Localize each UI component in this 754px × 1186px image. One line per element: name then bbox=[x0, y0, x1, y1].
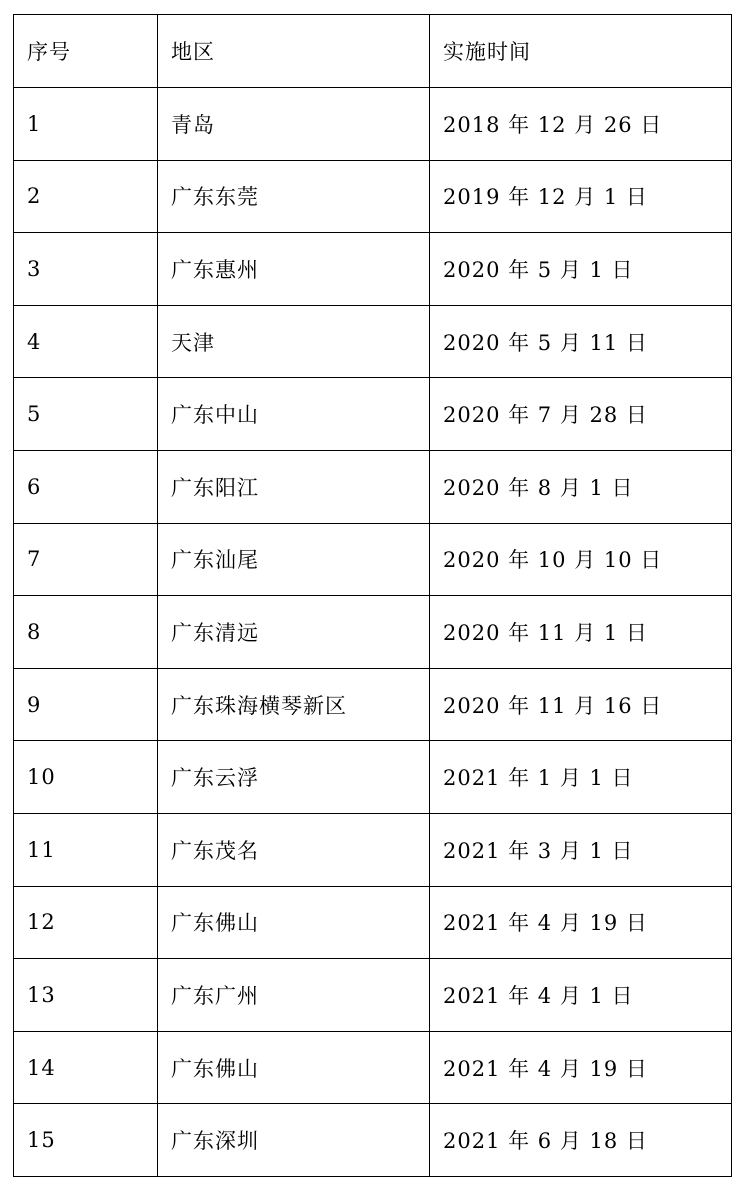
cell-index: 15 bbox=[14, 1104, 158, 1177]
cell-date: 2021 年 4 月 19 日 bbox=[430, 1031, 732, 1104]
cell-index: 12 bbox=[14, 886, 158, 959]
cell-date: 2020 年 11 月 16 日 bbox=[430, 668, 732, 741]
table-row bbox=[14, 596, 732, 669]
table-row bbox=[14, 813, 732, 886]
cell-date: 2021 年 4 月 19 日 bbox=[430, 886, 732, 959]
cell-index: 7 bbox=[14, 523, 158, 596]
cell-region: 青岛 bbox=[158, 88, 430, 161]
table-row bbox=[14, 378, 732, 451]
cell-index: 11 bbox=[14, 813, 158, 886]
cell-index: 6 bbox=[14, 450, 158, 523]
cell-date: 2020 年 10 月 10 日 bbox=[430, 523, 732, 596]
table-row bbox=[14, 741, 732, 814]
cell-region: 广东佛山 bbox=[158, 1031, 430, 1104]
cell-date: 2020 年 7 月 28 日 bbox=[430, 378, 732, 451]
cell-date: 2021 年 4 月 1 日 bbox=[430, 959, 732, 1032]
cell-region: 广东东莞 bbox=[158, 160, 430, 233]
table-row bbox=[14, 1104, 732, 1177]
cell-region: 广东阳江 bbox=[158, 450, 430, 523]
implementation-table bbox=[13, 14, 732, 1177]
table-row bbox=[14, 523, 732, 596]
table-row bbox=[14, 1031, 732, 1104]
cell-index: 13 bbox=[14, 959, 158, 1032]
table-row bbox=[14, 668, 732, 741]
header-date: 实施时间 bbox=[430, 15, 732, 88]
cell-region: 广东珠海横琴新区 bbox=[158, 668, 430, 741]
table-row bbox=[14, 886, 732, 959]
cell-index: 10 bbox=[14, 741, 158, 814]
header-index: 序号 bbox=[14, 15, 158, 88]
cell-index: 5 bbox=[14, 378, 158, 451]
cell-index: 2 bbox=[14, 160, 158, 233]
table-row bbox=[14, 160, 732, 233]
cell-date: 2020 年 8 月 1 日 bbox=[430, 450, 732, 523]
table-row bbox=[14, 233, 732, 306]
cell-date: 2021 年 3 月 1 日 bbox=[430, 813, 732, 886]
cell-region: 广东深圳 bbox=[158, 1104, 430, 1177]
cell-date: 2021 年 6 月 18 日 bbox=[430, 1104, 732, 1177]
cell-index: 3 bbox=[14, 233, 158, 306]
cell-index: 4 bbox=[14, 305, 158, 378]
cell-date: 2020 年 11 月 1 日 bbox=[430, 596, 732, 669]
header-region: 地区 bbox=[158, 15, 430, 88]
cell-index: 14 bbox=[14, 1031, 158, 1104]
header-row bbox=[14, 15, 732, 88]
cell-date: 2019 年 12 月 1 日 bbox=[430, 160, 732, 233]
cell-index: 8 bbox=[14, 596, 158, 669]
cell-region: 广东中山 bbox=[158, 378, 430, 451]
cell-region: 广东广州 bbox=[158, 959, 430, 1032]
table-body bbox=[14, 88, 732, 1177]
table-row bbox=[14, 88, 732, 161]
table-row bbox=[14, 959, 732, 1032]
cell-region: 广东惠州 bbox=[158, 233, 430, 306]
cell-date: 2020 年 5 月 11 日 bbox=[430, 305, 732, 378]
cell-region: 广东茂名 bbox=[158, 813, 430, 886]
implementation-table-container bbox=[13, 14, 731, 1177]
table-row bbox=[14, 305, 732, 378]
cell-date: 2020 年 5 月 1 日 bbox=[430, 233, 732, 306]
cell-date: 2018 年 12 月 26 日 bbox=[430, 88, 732, 161]
cell-region: 广东佛山 bbox=[158, 886, 430, 959]
table-row bbox=[14, 450, 732, 523]
table-header bbox=[14, 15, 732, 88]
cell-region: 天津 bbox=[158, 305, 430, 378]
cell-region: 广东汕尾 bbox=[158, 523, 430, 596]
cell-index: 9 bbox=[14, 668, 158, 741]
cell-date: 2021 年 1 月 1 日 bbox=[430, 741, 732, 814]
cell-region: 广东清远 bbox=[158, 596, 430, 669]
cell-index: 1 bbox=[14, 88, 158, 161]
cell-region: 广东云浮 bbox=[158, 741, 430, 814]
